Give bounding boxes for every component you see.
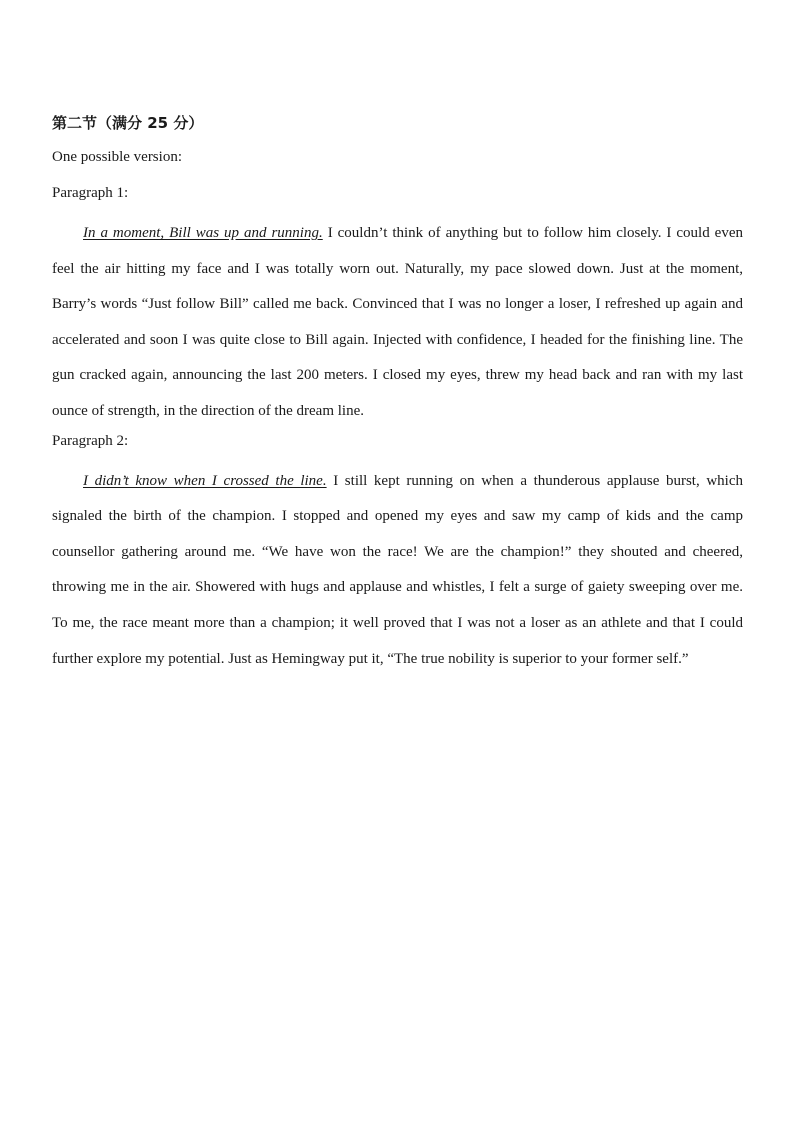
paragraph-1 <box>52 216 743 430</box>
paragraph-2 <box>52 464 743 678</box>
intro-line: One possible version: <box>52 149 182 165</box>
paragraph-2-body: I still kept running on when a thunderous applause burst, which signaled the birth of the champion. I stopped and opened my eyes and saw my camp of kids and the camp counsellor gathering around me. “We have won the race! We are the champion!” they shouted and cheered, throwing me in the air. Showered with hugs and applause and whistles, I felt a surge of gaiety sweeping over me. To me, the race meant more than a champion; it well proved that I was not a loser as an athlete and that I could further explore my potential. Just as Hemingway put it, “The true nobility is superior to your former self.” <box>52 472 743 667</box>
paragraph-1-lead: In a moment, Bill was up and running. <box>83 225 323 241</box>
paragraph-1-label: Paragraph 1: <box>52 185 129 201</box>
paragraph-2-label: Paragraph 2: <box>52 432 129 449</box>
paragraph-1-body: I couldn’t think of anything but to follow him closely. I could even feel the air hitting my face and I was totally worn out. Naturally, my pace slowed down. Just at the moment, Barry’s words “Just follow Bill” called me back. Convinced that I was no longer a loser, I refreshed up again and accelerated and soon I was quite close to Bill again. Injected with confidence, I headed for the finishing line. The gun cracked again, announcing the last 200 meters. I closed my eyes, threw my head back and ran with my last ounce of strength, in the direction of the dream line. <box>52 225 743 419</box>
section-title: 第二节（满分 25 分） <box>52 114 204 132</box>
paragraph-2-lead: I didn’t know when I crossed the line. <box>83 472 327 489</box>
document-page <box>52 110 743 677</box>
